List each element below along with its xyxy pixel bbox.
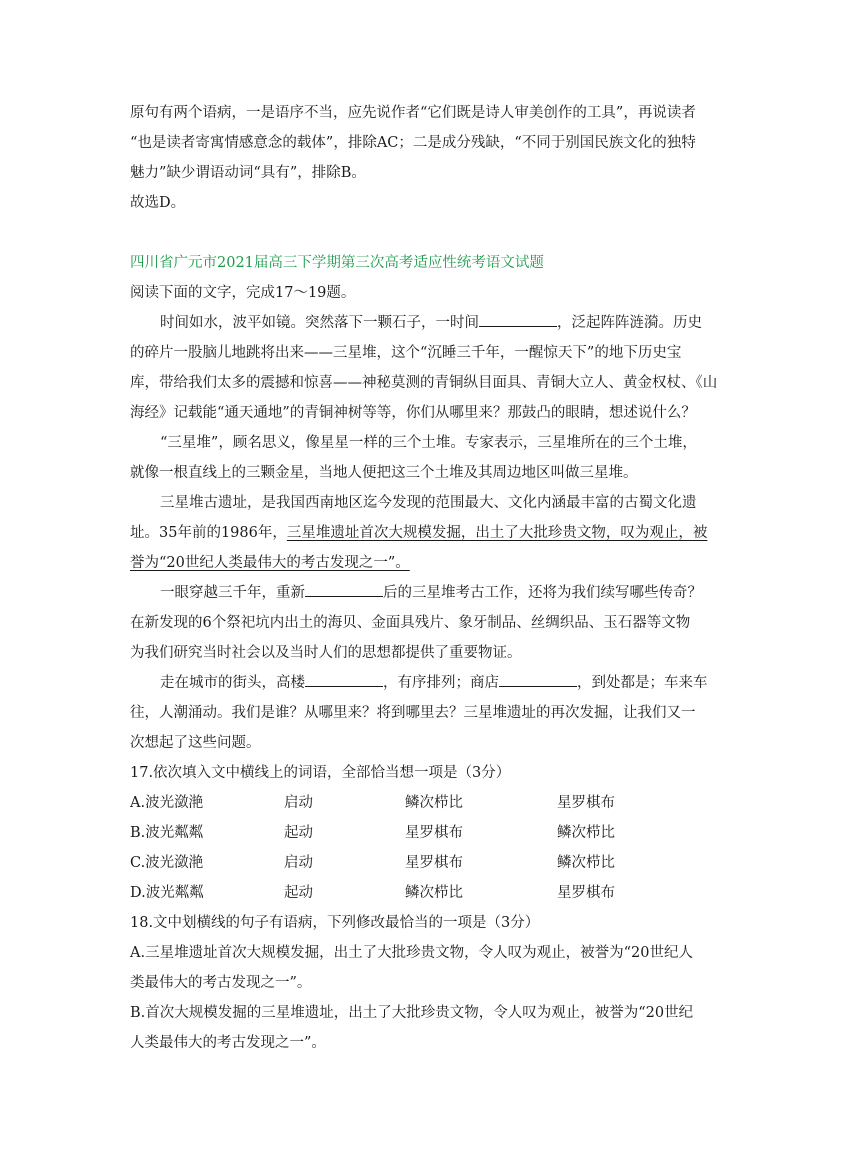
passage-line: [160, 583, 760, 603]
passage-text: 一眼穿越三千年，重新: [160, 585, 305, 601]
fill-blank: [305, 673, 383, 687]
passage-line: 在新发现的6个祭祀坑内出土的海贝、金面具残片、象牙制品、丝绸织品、玉石器等文物: [130, 615, 691, 631]
question-18-option-a: A.三星堆遗址首次大规模发掘，出土了大批珍贵文物，令人叹为观止，被誉为“20世纪人: [130, 945, 693, 961]
option-cell: 鳞次栉比: [405, 795, 463, 811]
underlined-sentence: 誉为“20世纪人类最伟大的考古发现之一”。: [130, 555, 410, 571]
option-cell: B.波光粼粼: [130, 825, 204, 841]
question-18-option-b-cont: 人类最伟大的考古发现之一”。: [130, 1035, 326, 1051]
passage-text: ，泛起阵阵涟漪。历史: [557, 315, 702, 331]
question-18-option-a-cont: 类最伟大的考古发现之一”。: [130, 975, 312, 991]
option-cell: 启动: [284, 855, 313, 871]
passage-text: 时间如水，波平如镜。突然落下一颗石子，一时间: [160, 315, 479, 331]
question-17-option-a: [130, 793, 730, 813]
question-17-option-b: [130, 823, 730, 843]
fill-blank: [499, 673, 577, 687]
option-cell: 星罗棋布: [557, 795, 615, 811]
passage-line: 次想起了这些问题。: [130, 735, 261, 751]
option-cell: C.波光潋滟: [130, 855, 204, 871]
passage-line: 的碎片一股脑儿地跳将出来——三星堆，这个“沉睡三千年，一醒惊天下”的地下历史宝: [130, 345, 682, 361]
option-cell: 星罗棋布: [557, 885, 615, 901]
option-cell: 星罗棋布: [405, 855, 463, 871]
option-cell: 鳞次栉比: [557, 855, 615, 871]
question-17-option-c: [130, 853, 730, 873]
explanation-line: “也是读者寄寓情感意念的载体”，排除AC；二是成分残缺，“不同于别国民族文化的独特: [130, 135, 696, 151]
underlined-sentence: 三星堆遗址首次大规模发掘，出土了大批珍贵文物，叹为观止，被: [286, 525, 708, 541]
question-17-option-d: [130, 883, 730, 903]
passage-line: “三星堆”，顾名思义，像星星一样的三个土堆。专家表示，三星堆所在的三个土堆，: [160, 435, 697, 451]
option-cell: A.波光潋滟: [130, 795, 204, 811]
option-cell: 星罗棋布: [405, 825, 463, 841]
passage-text: 走在城市的街头，高楼: [160, 675, 305, 691]
reading-instruction: 阅读下面的文字，完成17～19题。: [130, 285, 356, 301]
passage-line: 往，人潮涌动。我们是谁？从哪里来？将到哪里去？三星堆遗址的再次发掘，让我们又一: [130, 705, 696, 721]
passage-line: [160, 673, 760, 693]
option-cell: D.波光粼粼: [130, 885, 204, 901]
passage-line: 库，带给我们太多的震撼和惊喜——神秘莫测的青铜纵目面具、青铜大立人、黄金权杖、《山: [130, 375, 718, 391]
passage-text: ，到处都是；车来车: [577, 675, 708, 691]
passage-text: 后的三星堆考古工作，还将为我们续写哪些传奇？: [383, 585, 702, 601]
question-18-option-b: B.首次大规模发掘的三星堆遗址，出土了大批珍贵文物，令人叹为观止，被誉为“20世纪: [130, 1005, 694, 1021]
question-18-stem: 18.文中划横线的句子有语病，下列修改最恰当的一项是（3分）: [130, 915, 540, 931]
explanation-line: 魅力”缺少谓语动词“具有”，排除B。: [130, 165, 366, 181]
option-cell: 鳞次栉比: [405, 885, 463, 901]
question-17-stem: 17.依次填入文中横线上的词语，全部恰当想一项是（3分）: [130, 765, 511, 781]
passage-line: 为我们研究当时社会以及当时人们的思想都提供了重要物证。: [130, 645, 522, 661]
passage-line: [130, 523, 730, 543]
passage-line: [130, 553, 730, 573]
passage-line: 就像一根直线上的三颗金星，当地人便把这三个土堆及其周边地区叫做三星堆。: [130, 465, 638, 481]
option-cell: 起动: [284, 885, 313, 901]
fill-blank: [479, 313, 557, 327]
answer-line: 故选D。: [130, 195, 186, 211]
source-title: 四川省广元市2021届高三下学期第三次高考适应性统考语文试题: [130, 255, 544, 271]
explanation-line: 原句有两个语病，一是语序不当，应先说作者“它们既是诗人审美创作的工具”，再说读者: [130, 105, 696, 121]
passage-line: 三星堆古遗址，是我国西南地区迄今发现的范围最大、文化内涵最丰富的古蜀文化遗: [160, 495, 697, 511]
option-cell: 启动: [284, 795, 313, 811]
passage-text: ，有序排列；商店: [383, 675, 499, 691]
passage-line: 海经》记载能“通天通地”的青铜神树等等，你们从哪里来？那鼓凸的眼睛，想述说什么？: [130, 405, 696, 421]
passage-line: [160, 313, 760, 333]
fill-blank: [305, 583, 383, 597]
option-cell: 鳞次栉比: [557, 825, 615, 841]
passage-text: 址。35年前的1986年，: [130, 525, 287, 541]
option-cell: 起动: [284, 825, 313, 841]
